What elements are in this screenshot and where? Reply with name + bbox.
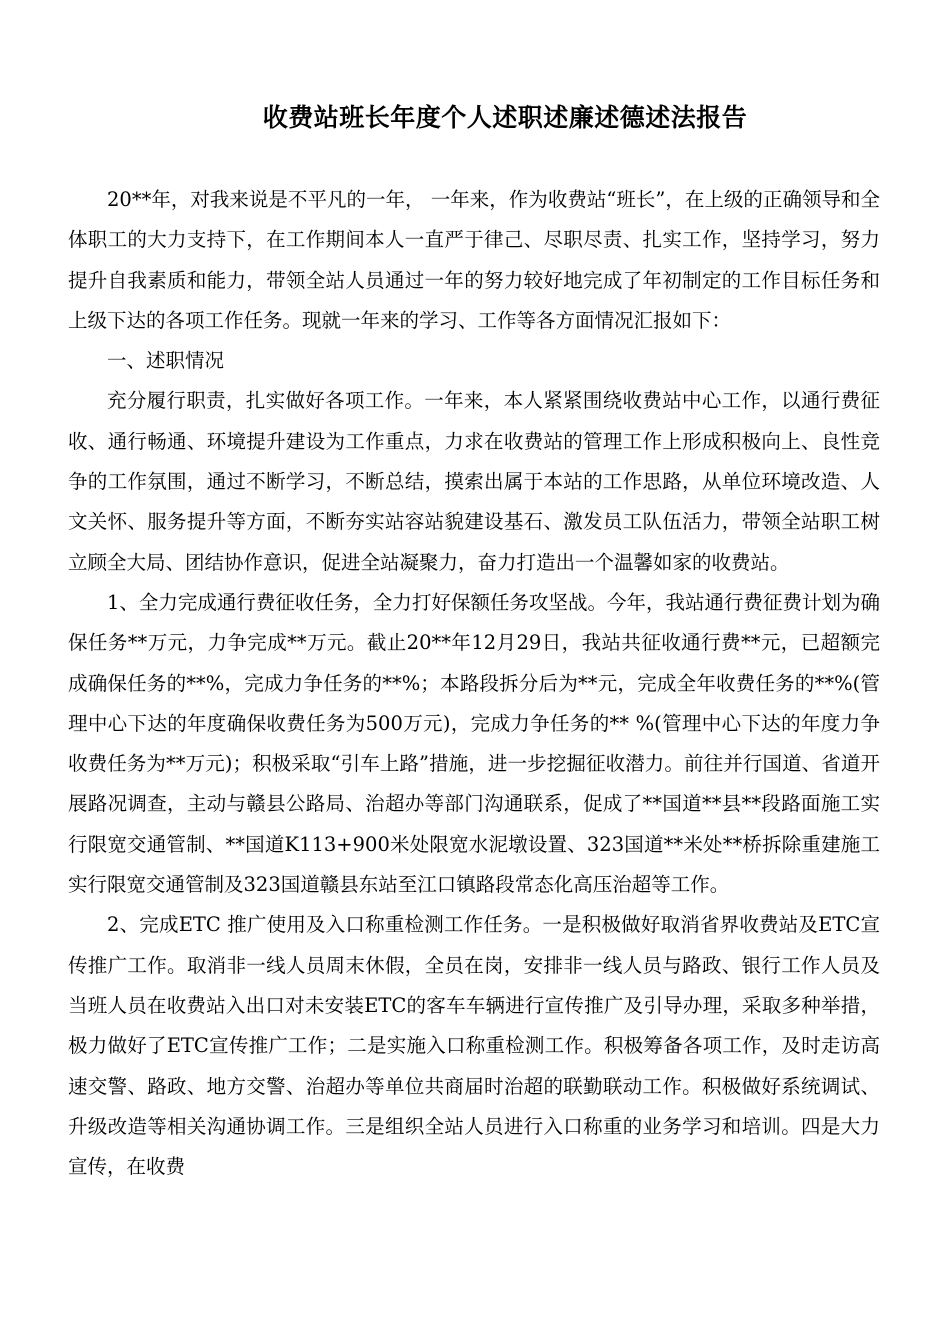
document-body <box>68 180 880 1187</box>
section-heading: 一、述职情况 <box>107 349 225 373</box>
document-title: 收费站班长年度个人述职述廉述德述法报告 <box>262 103 748 132</box>
etc-paragraph: 2、完成ETC 推广使用及入口称重检测工作任务。一是积极做好取消省界收费站及ETC宣传推广工作。取消非一线人员周末休假，全员在岗，安排非一线人员与路政、银行工作人员及当班人员在收费站入出口对未安装ETC的客车车辆进行宣传推广及引导办理，采取多种举措，极力做好了ETC宣传推广工作；二是实施入口称重检测工作。积极筹备各项工作，及时走访高速交警、路政、地方交警、治超办等单位共商届时治超的联勤联动工作。积极做好系统调试、升级改造等相关沟通协调工作。三是组织全站人员进行入口称重的业务学习和培训。四是大力宣传，在收费 <box>68 913 880 1179</box>
toll-collection-paragraph: 1、全力完成通行费征收任务，全力打好保额任务攻坚战。今年，我站通行费征费计划为确保任务**万元，力争完成**万元。截止20**年12月29日，我站共征收通行费**元，已超额完成确保任务的**%，完成力争任务的**%；本路段拆分后为**元，完成全年收费任务的**%(管理中心下达的年度确保收费任务为500万元)，完成力争任务的** %(管理中心下达的年度力争收费任务为**万元)；积极采取“引车上路”措施，进一步挖掘征收潜力。前往并行国道、省道开展路况调查，主动与赣县公路局、治超办等部门沟通联系，促成了**国道**县**段路面施工实行限宽交通管制、**国道K113+900米处限宽水泥墩设置、323国道**米处**桥拆除重建施工实行限宽交通管制及323国道赣县东站至江口镇路段常态化高压治超等工作。 <box>68 590 880 897</box>
intro-paragraph: 20**年，对我来说是不平凡的一年， 一年来，作为收费站“班长”，在上级的正确领导和全体职工的大力支持下，在工作期间本人一直严于律己、尽职尽责、扎实工作，坚持学习，努力提升自我素质和能力，带领全站人员通过一年的努力较好地完成了年初制定的工作目标任务和上级下达的各项工作任务。现就一年来的学习、工作等各方面情况汇报如下： <box>68 188 880 332</box>
duty-paragraph: 充分履行职责，扎实做好各项工作。一年来，本人紧紧围绕收费站中心工作，以通行费征收、通行畅通、环境提升建设为工作重点，力求在收费站的管理工作上形成积极向上、良性竞争的工作氛围，通过不断学习，不断总结，摸索出属于本站的工作思路，从单位环境改造、人文关怀、服务提升等方面，不断夯实站容站貌建设基石、激发员工队伍活力，带领全站职工树立顾全大局、团结协作意识，促进全站凝聚力，奋力打造出一个温馨如家的收费站。 <box>68 389 880 574</box>
